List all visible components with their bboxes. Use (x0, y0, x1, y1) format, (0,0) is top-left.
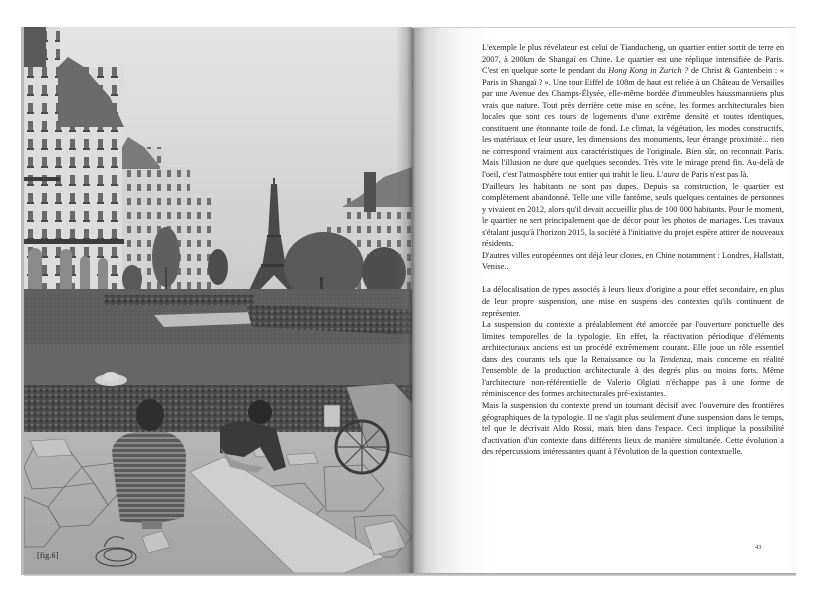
paragraph (482, 284, 784, 319)
text-run: D'autres villes européennes ont déjà leur clones, en Chine notamment : Londres, Hallstatt, Venise.. (482, 250, 784, 272)
body-text-column (482, 42, 784, 458)
paragraph (482, 181, 784, 250)
gutter-shadow-left (396, 27, 412, 573)
italic-text: Hong Kong in Zurich ? (608, 66, 689, 76)
text-run: La délocalisation de types associés à leurs lieux d'origine a pour effet secondaire, en plus de leur propre suspension, une mise en suspens des contextes qu'ils continuent de représenter. (482, 285, 784, 318)
left-page-photograph (24, 27, 412, 573)
paragraph (482, 42, 784, 181)
paragraph-spacer (482, 273, 784, 285)
right-page (412, 27, 796, 573)
paragraph (482, 250, 784, 273)
figure-label: [fig.6] (37, 551, 59, 560)
text-run: de Christ & Gantenbein : « Paris in Shangaï ? ». Une tour Eiffel de 108m de haut est reliée à un Château de Versailles par une Avenue des Champs-Élysée, elle-même bordée d'immeubles haussmanniens plus vrais que nature. Tout près derrière cette mise en scène, les formes architecturales bien locales que sont ces tours de logements d'une extrême densité et toutes identiques, constituent une étonnante toile de fond. Le climat, la végétation, les modes constructifs, les matériaux et leur usure, les dimensions des monuments, leur étrange proximité... rien ne correspond vraiment aux caractéristiques de l'originale. Bien sûr, on reconnait Paris. Mais l'illusion ne dure que quelques secondes. Très vite le mirage prend fin. Au-delà de l'oeil, c'est l'atmosphère tout entier qui trahit le lieu. L' (482, 66, 784, 180)
page-number: 43 (755, 544, 762, 551)
italic-text: Tendenza (659, 354, 691, 364)
text-run: D'ailleurs les habitants ne sont pas dupes. Depuis sa construction, le quartier est complètement abandonné. Telle une ville fantôme, seuls quelques centaines de personnes y vivaient en 2012, alors qu'il devait accueillir plus de 100 000 habitants. Pour le moment, le quartier ne sert principalement que de décor pour les photos de mariages. Les travaux s'étalant jusqu'à l'horizon 2015, la société à l'initiative du projet espère attirer de nouveaux résidents. (482, 181, 784, 249)
text-run: , mais concerne en réalité l'ensemble de la production architecturale à des degrés plus ou moins forts. Même l'architecture non-référentielle de Valerio Olgiati n'échappe pas à une forme de réminiscence des formes architecturales pré-existantes. (482, 354, 785, 399)
paragraph (482, 400, 784, 458)
italic-text: aura (663, 170, 680, 180)
tianducheng-photo (24, 27, 412, 573)
text-run: Mais la suspension du contexte prend un tournant décisif avec l'ouverture des frontières géographiques de la typologie. Il ne s'agit plus seulement d'une suspension dans le temps, tel que le décrivait Aldo Rossi, mais bien dans l'espace. Ceci implique la possibilité d'activation d'un contexte dans différents lieux de manière simultanée. Cette évolution a des répercussions intéressantes quant à l'évolution de la question contextuelle. (482, 400, 784, 457)
text-run: L'exemple le plus révélateur est celui de Tianducheng, un quartier entier sortit de terre en 2007, à 200km de Shangaï en Chine. Le quartier est une réplique intensifiée de Paris. C'est en quelque sorte le pendant du (482, 43, 784, 76)
text-run: La suspension du contexte a préalablement été amorcée par l'ouverture ponctuelle des limites temporelles de la typologie. En effet, la réactivation périodique d'éléments architecturaux anciens est un procédé extrêmement courant. Elle joue un rôle essentiel dans des courants tels que la Renaissance ou la (482, 320, 784, 364)
paragraph (482, 319, 784, 400)
page-top-edge (412, 27, 796, 28)
hedge-rear (104, 295, 254, 305)
text-run: de Paris n'est pas là. (679, 170, 749, 180)
